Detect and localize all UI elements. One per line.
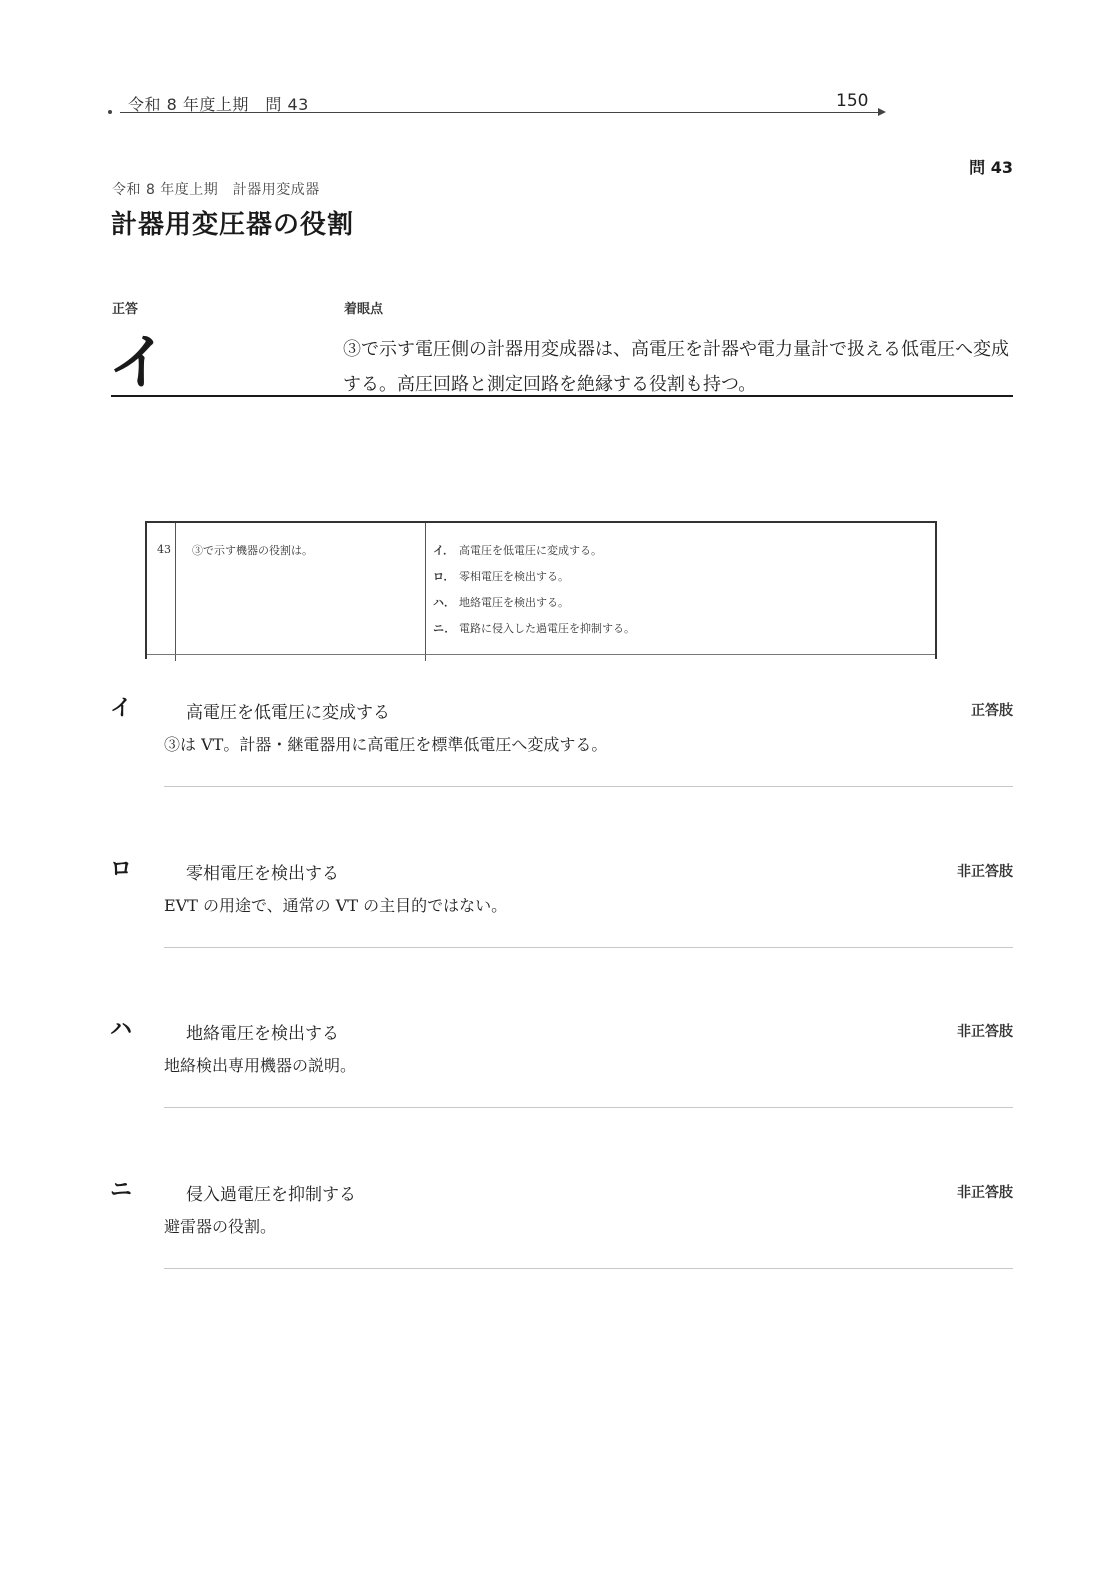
option-mark: ロ [110, 857, 133, 882]
option-explanation: 避雷器の役割。 [164, 1217, 277, 1236]
table-option-text: 高電圧を低電圧に変成する。 [459, 544, 602, 557]
answer-rule [111, 395, 1013, 397]
table-option-mark: ニ． [433, 622, 456, 635]
focus-text: ③で示す電圧側の計器用変成器は、高電圧を計器や電力量計で扱える低電圧へ変成する。高圧回路と測定回路を絶縁する役割も持つ。 [343, 339, 1009, 395]
table-option-text: 零相電圧を検出する。 [459, 570, 569, 583]
option-block-ro [0, 857, 1117, 967]
option-divider [164, 1107, 1013, 1108]
correct-answer: イ [108, 328, 168, 398]
option-explanation: ③は VT。計器・継電器用に高電圧を標準低電圧へ変成する。 [164, 735, 608, 754]
option-divider [164, 1268, 1013, 1269]
table-divider [175, 523, 176, 661]
table-option [433, 542, 602, 558]
table-question-stem: ③で示す機器の役割は。 [192, 544, 313, 557]
table-option [433, 594, 569, 610]
answer-label: 正答 [112, 302, 139, 317]
option-heading: 零相電圧を検出する [186, 864, 339, 884]
option-block-ha [0, 1017, 1117, 1127]
option-badge: 非正答肢 [957, 1185, 1013, 1201]
option-mark: イ [110, 696, 133, 721]
option-badge: 非正答肢 [957, 1024, 1013, 1040]
page-title: 計器用変圧器の役割 [111, 210, 355, 240]
table-option-mark: イ． [433, 544, 455, 557]
option-heading: 高電圧を低電圧に変成する [186, 703, 390, 723]
question-table [145, 521, 937, 659]
table-row-divider [147, 654, 935, 655]
option-heading: 侵入過電圧を抑制する [186, 1185, 356, 1205]
table-question-number: 43 [157, 543, 171, 556]
page-number: 150 [836, 91, 869, 111]
table-option-text: 地絡電圧を検出する。 [459, 596, 569, 609]
table-option-text: 電路に侵入した過電圧を抑制する。 [459, 622, 635, 635]
header-bullet [108, 110, 112, 114]
table-option [433, 568, 569, 584]
question-number: 問 43 [969, 158, 1013, 177]
section-subtitle: 令和 8 年度上期 計器用変成器 [112, 182, 320, 198]
option-heading: 地絡電圧を検出する [186, 1024, 339, 1044]
running-header-title: 令和 8 年度上期 問 43 [128, 95, 309, 114]
option-block-ni [0, 1178, 1117, 1288]
table-option [433, 620, 635, 636]
option-explanation: EVT の用途で、通常の VT の主目的ではない。 [164, 896, 508, 915]
option-explanation: 地絡検出専用機器の説明。 [164, 1056, 357, 1075]
option-divider [164, 786, 1013, 787]
option-badge: 正答肢 [971, 703, 1013, 719]
header-arrow-icon [878, 108, 886, 116]
option-mark: ニ [110, 1178, 133, 1203]
header-rule [120, 112, 880, 113]
option-mark: ハ [110, 1017, 133, 1042]
focus-label: 着眼点 [344, 302, 384, 317]
option-block-i [0, 696, 1117, 806]
option-badge: 非正答肢 [957, 864, 1013, 880]
table-option-mark: ハ． [433, 596, 455, 609]
table-option-mark: ロ． [433, 570, 455, 583]
table-divider [425, 523, 426, 661]
option-divider [164, 947, 1013, 948]
